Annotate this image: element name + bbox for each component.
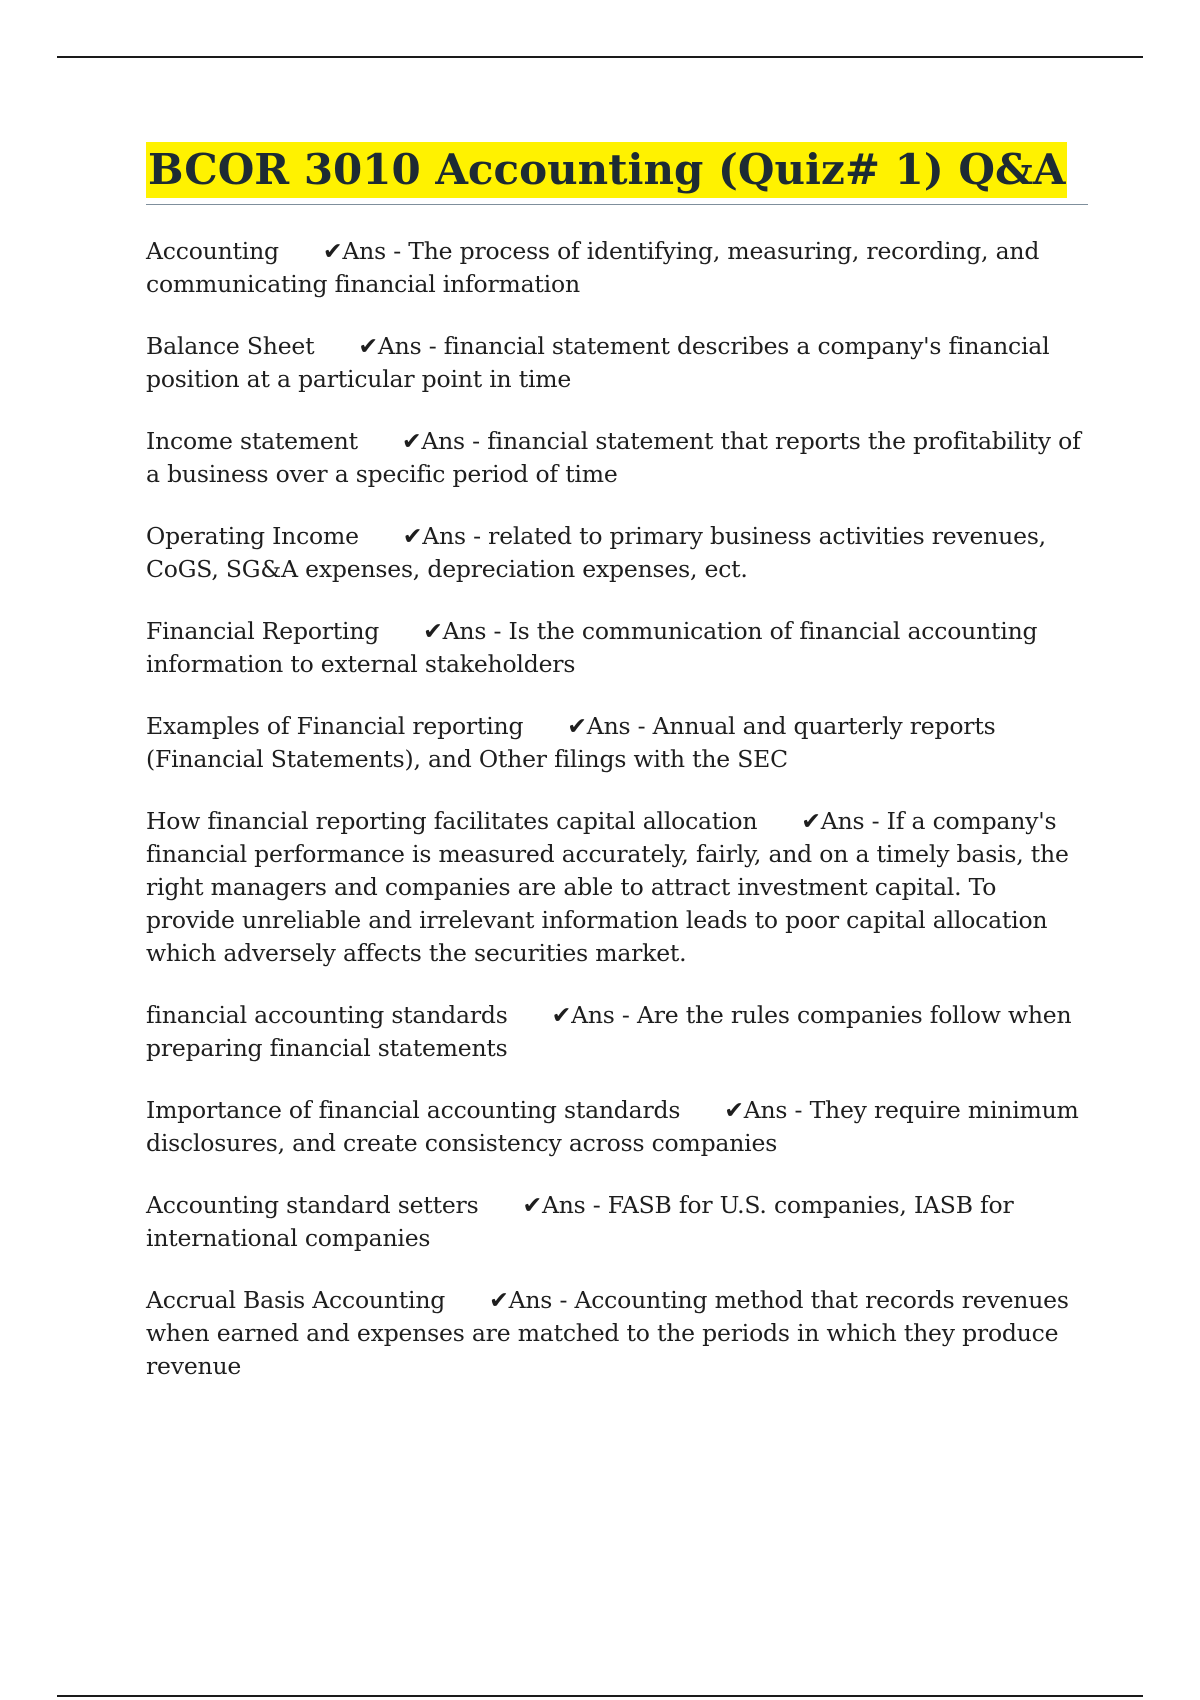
qa-item [146,520,1088,586]
qa-term: Balance Sheet [146,332,315,360]
page-top-rule [57,56,1143,58]
qa-answer: related to primary business activities revenues, CoGS, SG&A expenses, depreciation expenses, ect. [146,522,1046,583]
separator: - [585,1191,608,1219]
ans-label: Ans [342,237,386,265]
qa-answer: Are the rules companies follow when preparing financial statements [146,1001,1072,1062]
separator: - [464,427,488,455]
qa-item [146,330,1088,396]
qa-answer: financial statement that reports the profitability of a business over a specific period of time [146,427,1081,488]
qa-answer: Is the communication of financial accounting information to external stakeholders [146,617,1038,678]
qa-term: Operating Income [146,522,359,550]
ans-label: Ans [442,617,487,645]
check-icon: ✔ [522,1191,542,1219]
ans-label: Ans [421,427,465,455]
check-icon: ✔ [567,712,587,740]
page-title: BCOR 3010 Accounting (Quiz# 1) Q&A [146,142,1067,198]
check-icon: ✔ [489,1286,509,1314]
ans-marker [552,1001,615,1029]
separator: - [465,522,489,550]
ans-label: Ans [377,332,422,360]
qa-answer: They require minimum disclosures, and create consistency across companies [146,1096,1079,1157]
qa-term: Income statement [146,427,358,455]
separator: - [630,712,653,740]
check-icon: ✔ [423,617,443,645]
document-body [146,142,1088,1412]
qa-term: Accounting standard setters [146,1191,479,1219]
ans-label: Ans [571,1001,615,1029]
ans-marker [724,1096,787,1124]
separator: - [614,1001,637,1029]
ans-marker [489,1286,552,1314]
page-bottom-rule [57,1695,1143,1697]
ans-label: Ans [586,712,631,740]
ans-marker [358,332,421,360]
check-icon: ✔ [358,332,378,360]
ans-label: Ans [820,807,865,835]
qa-term: Accounting [146,237,279,265]
ans-marker [522,1191,585,1219]
ans-label: Ans [743,1096,788,1124]
ans-marker [403,522,466,550]
qa-item [146,999,1088,1065]
qa-term: Financial Reporting [146,617,380,645]
ans-label: Ans [422,522,466,550]
qa-answer: If a company's financial performance is measured accurately, fairly, and on a timely basis, the right managers and companies are able to attract investment capital. To provide unreliable and irrelevant information leads to poor capital allocation which adversely affects the securities market. [146,807,1069,967]
check-icon: ✔ [401,427,422,455]
ans-label: Ans [508,1286,553,1314]
qa-term: How financial reporting facilitates capital allocation [146,807,758,835]
ans-marker [567,712,630,740]
qa-item [146,425,1088,491]
separator: - [421,332,444,360]
qa-answer: Accounting method that records revenues when earned and expenses are matched to the periods in which they produce revenue [146,1286,1069,1380]
ans-marker [402,427,465,455]
ans-marker [423,617,486,645]
check-icon: ✔ [801,807,821,835]
qa-answer: financial statement describes a company's financial position at a particular point in time [146,332,1050,393]
separator: - [385,237,409,265]
qa-term: financial accounting standards [146,1001,508,1029]
check-icon: ✔ [322,237,343,265]
qa-term: Accrual Basis Accounting [146,1286,446,1314]
ans-marker [323,237,386,265]
check-icon: ✔ [724,1096,744,1124]
qa-answer: The process of identifying, measuring, recording, and communicating financial information [146,237,1040,298]
ans-label: Ans [541,1191,586,1219]
separator: - [864,807,887,835]
qa-list [146,235,1088,1383]
qa-answer: FASB for U.S. companies, IASB for international companies [146,1191,1014,1252]
qa-term: Examples of Financial reporting [146,712,524,740]
check-icon: ✔ [402,522,423,550]
qa-item [146,615,1088,681]
qa-item [146,1094,1088,1160]
separator: - [787,1096,810,1124]
qa-item [146,235,1088,301]
check-icon: ✔ [551,1001,572,1029]
qa-answer: Annual and quarterly reports (Financial Statements), and Other filings with the SEC [146,712,996,773]
qa-item [146,1284,1088,1383]
separator: - [552,1286,575,1314]
separator: - [486,617,509,645]
title-block [146,142,1088,205]
qa-term: Importance of financial accounting standards [146,1096,681,1124]
qa-item [146,710,1088,776]
qa-item [146,1189,1088,1255]
qa-item [146,805,1088,970]
ans-marker [801,807,864,835]
